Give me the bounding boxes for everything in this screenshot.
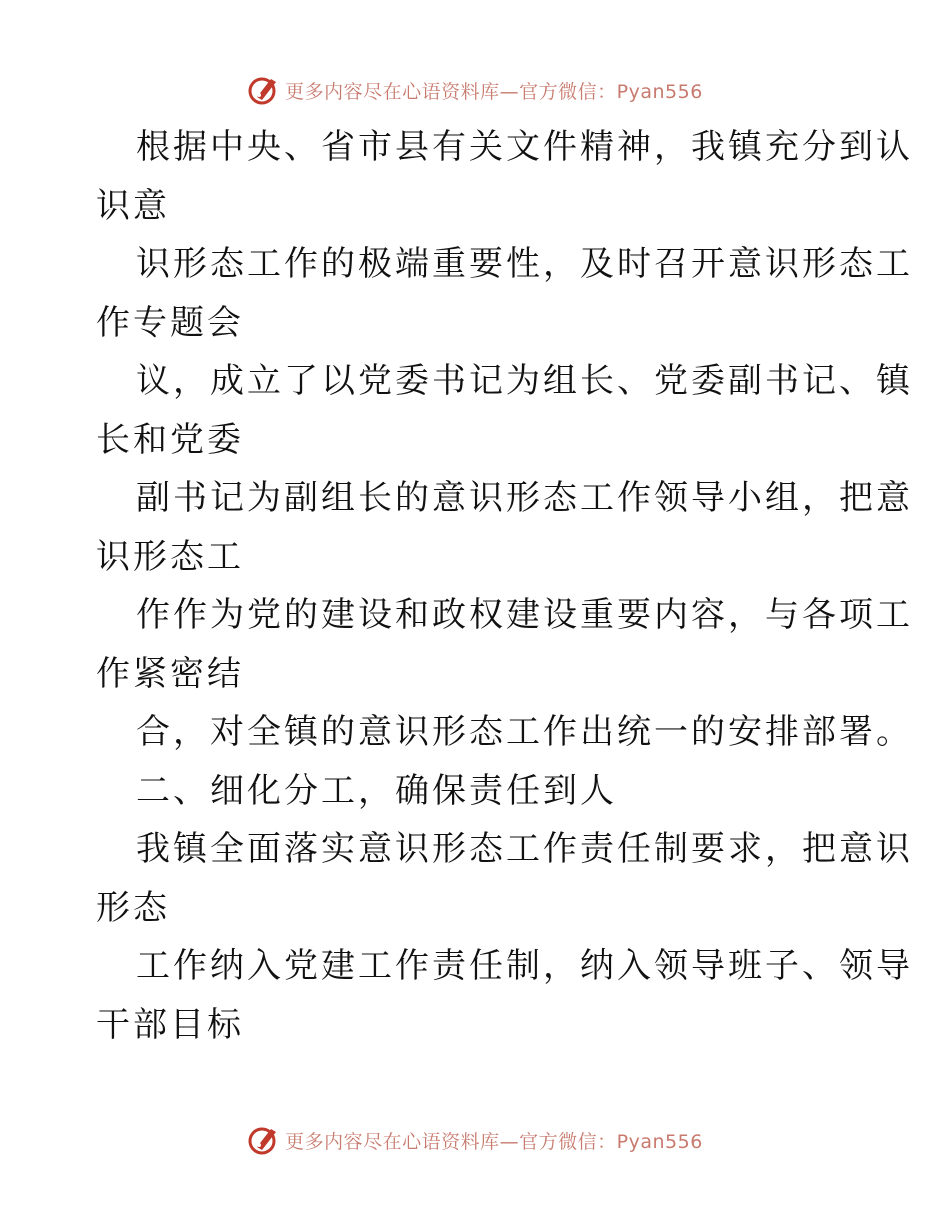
footer-banner [0,1120,950,1160]
header-banner [0,70,950,110]
body-line: 作专题会 [96,302,244,343]
body-line: 形态 [96,887,170,928]
body-line: 根据中央、省市县有关文件精神，我镇充分到认 [136,127,913,167]
pen-nib-logo-icon [247,73,281,107]
document-body [96,118,913,1054]
body-line: 议，成立了以党委书记为组长、党委副书记、镇 [136,361,913,401]
body-line: 作作为党的建设和政权建设重要内容，与各项工 [136,595,913,635]
header-banner-text: 更多内容尽在心语资料库—官方微信：Pyan556 [285,80,703,103]
body-line: 工作纳入党建工作责任制，纳入领导班子、领导 [136,946,913,986]
body-line: 识意 [96,185,170,226]
body-line: 作紧密结 [96,653,244,694]
footer-banner-text: 更多内容尽在心语资料库—官方微信：Pyan556 [285,1130,703,1153]
body-line: 我镇全面落实意识形态工作责任制要求，把意识 [136,829,913,869]
body-line: 副书记为副组长的意识形态工作领导小组，把意 [136,478,913,518]
body-line: 合，对全镇的意识形态工作出统一的安排部署。 [136,712,913,752]
section-heading: 二、细化分工，确保责任到人 [136,770,617,811]
body-line: 干部目标 [96,1004,244,1045]
pen-nib-logo-icon [247,1123,281,1157]
body-line: 识形态工 [96,536,244,577]
body-line: 长和党委 [96,419,244,460]
body-line: 识形态工作的极端重要性，及时召开意识形态工 [136,244,913,284]
